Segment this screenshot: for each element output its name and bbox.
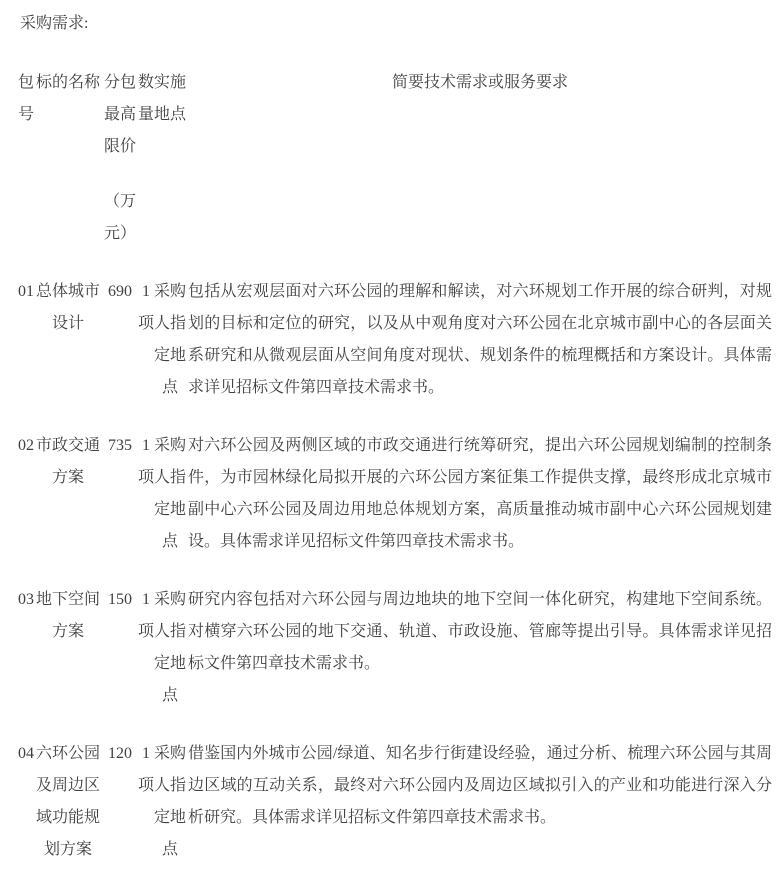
max-price-unit: （万元） xyxy=(103,193,136,242)
col-header-subject-name: 标的名称 xyxy=(36,74,101,91)
cell-subject-name: 地下空间方案 xyxy=(36,591,101,640)
cell-location: 采购人指定地点 xyxy=(154,745,187,858)
col-header-max-price xyxy=(102,67,138,250)
col-header-quantity: 数量 xyxy=(138,74,155,123)
max-price-label: 分包最高限价 xyxy=(103,74,136,155)
col-header-requirements: 简要技术需求或服务要求 xyxy=(391,74,568,91)
table-row xyxy=(16,430,770,558)
cell-quantity: 1项 xyxy=(138,283,155,332)
cell-subject-name: 六环公园及周边区域功能规划方案 xyxy=(36,745,101,858)
table-row xyxy=(16,276,770,404)
col-header-package-no: 包号 xyxy=(17,74,34,123)
cell-package-no: 04 xyxy=(18,745,34,762)
cell-requirements: 研究内容包括对六环公园与周边地块的地下空间一体化研究，构建地下空间系统。对横穿六环公园的地下交通、轨道、市政设施、管廊等提出引导。具体需求详见招标文件第四章技术需求书。 xyxy=(188,591,772,672)
col-header-location: 实施地点 xyxy=(154,74,187,123)
cell-quantity: 1项 xyxy=(138,745,155,794)
table-header-row xyxy=(16,67,770,250)
page-title: 采购需求: xyxy=(20,15,89,32)
cell-max-price: 150 xyxy=(108,591,132,608)
cell-max-price: 690 xyxy=(108,283,132,300)
cell-requirements: 包括从宏观层面对六环公园的理解和解读，对六环规划工作开展的综合研判，对规划的目标和定位的研究，以及从中观角度对六环公园在北京城市副中心的各层面关系研究和从微观层面从空间角度对现状、规划条件的梳理概括和方案设计。具体需求详见招标文件第四章技术需求书。 xyxy=(188,283,772,396)
cell-subject-name: 总体城市设计 xyxy=(36,283,101,332)
table-row xyxy=(16,738,770,866)
cell-max-price: 120 xyxy=(108,745,132,762)
cell-quantity: 1项 xyxy=(138,591,155,640)
cell-subject-name: 市政交通方案 xyxy=(36,437,101,486)
cell-quantity: 1项 xyxy=(138,437,155,486)
cell-package-no: 02 xyxy=(18,437,34,454)
cell-requirements: 对六环公园及两侧区域的市政交通进行统筹研究，提出六环公园规划编制的控制条件，为市园林绿化局拟开展的六环公园方案征集工作提供支撑，最终形成北京城市副中心六环公园及周边用地总体规划方案，高质量推动城市副中心六环公园规划建设。具体需求详见招标文件第四章技术需求书。 xyxy=(188,437,772,550)
cell-location: 采购人指定地点 xyxy=(154,283,187,396)
cell-location: 采购人指定地点 xyxy=(154,591,187,704)
cell-location: 采购人指定地点 xyxy=(154,437,187,550)
cell-package-no: 03 xyxy=(18,591,34,608)
table-row xyxy=(16,584,770,712)
cell-max-price: 735 xyxy=(108,437,132,454)
cell-package-no: 01 xyxy=(18,283,34,300)
cell-requirements: 借鉴国内外城市公园/绿道、知名步行街建设经验，通过分析、梳理六环公园与其周边区域的互动关系，最终对六环公园内及周边区域拟引入的产业和功能进行深入分析研究。具体需求详见招标文件第四章技术需求书。 xyxy=(188,745,772,826)
